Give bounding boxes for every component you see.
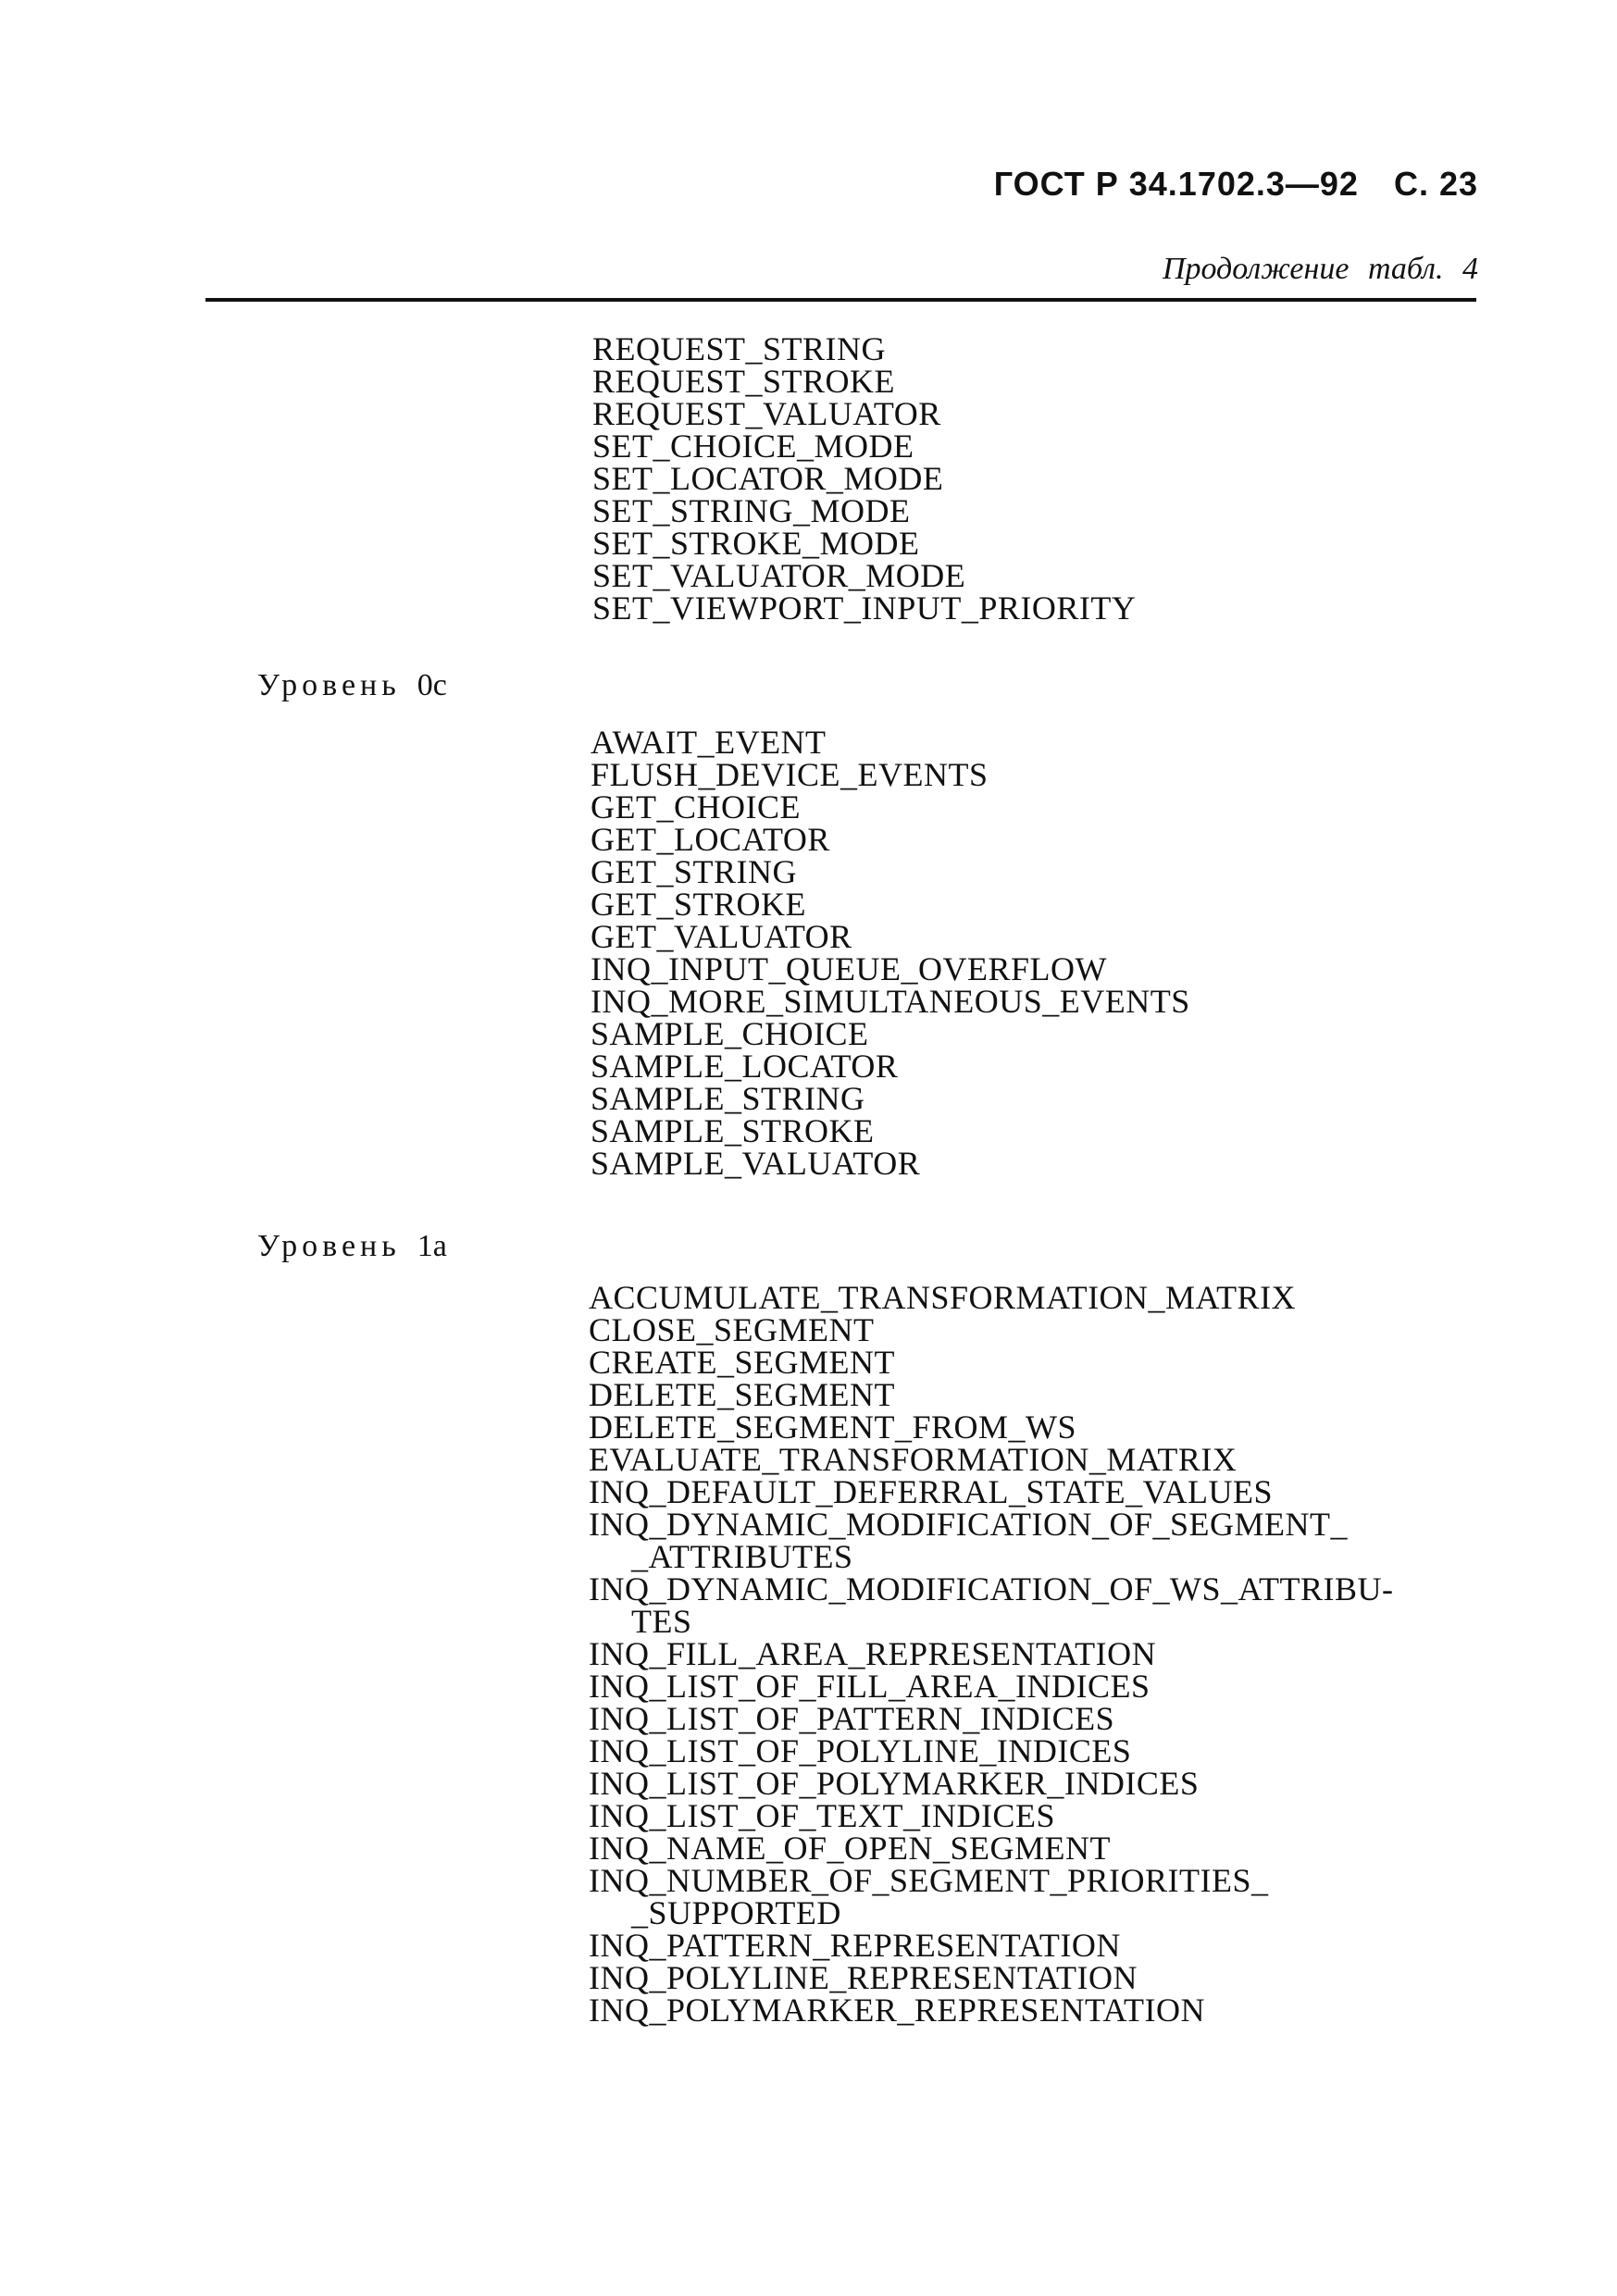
page-number: С. 23 [1393,165,1478,203]
list-item: INQ_POLYMARKER_REPRESENTATION [589,1992,1206,2029]
list-item: SET_VALUATOR_MODE [592,557,966,594]
list-item: INQ_LIST_OF_PATTERN_INDICES [589,1700,1115,1737]
list-item: GET_STROKE [591,886,806,923]
level-label: Уровень [257,668,401,702]
list-item: INQ_PATTERN_REPRESENTATION [589,1927,1121,1964]
list-item: INQ_LIST_OF_POLYMARKER_INDICES [589,1765,1200,1802]
list-item-continuation: _SUPPORTED [631,1894,841,1931]
list-item: GET_VALUATOR [591,918,852,955]
level-label: Уровень [257,1229,401,1263]
list-item: GET_LOCATOR [591,821,830,858]
level-heading-1a [257,1229,447,1264]
page-header [994,165,1478,204]
list-item: SAMPLE_CHOICE [591,1015,869,1052]
header-rule [205,298,1476,302]
list-item: CREATE_SEGMENT [589,1344,895,1381]
level-code: 1a [417,1229,447,1263]
list-item: INQ_DEFAULT_DEFERRAL_STATE_VALUES [589,1473,1273,1510]
list-item-continuation: _ATTRIBUTES [631,1538,853,1575]
level-code: 0c [417,668,447,702]
list-item: GET_STRING [591,853,797,890]
list-item: SET_STRING_MODE [592,492,911,529]
list-item: DELETE_SEGMENT_FROM_WS [589,1409,1076,1446]
table-continuation-caption: Продолжение табл. 4 [1162,252,1478,286]
list-item: SET_VIEWPORT_INPUT_PRIORITY [592,590,1137,627]
list-item: AWAIT_EVENT [591,724,827,761]
function-list-continued [592,330,1137,627]
standard-number: ГОСТ Р 34.1702.3—92 [993,165,1359,203]
list-item: INQ_DYNAMIC_MODIFICATION_OF_WS_ATTRIBU- [589,1570,1394,1607]
list-item: INQ_INPUT_QUEUE_OVERFLOW [591,950,1107,987]
list-item: EVALUATE_TRANSFORMATION_MATRIX [589,1441,1238,1478]
function-list-level-0c [591,726,1190,1180]
list-item: INQ_FILL_AREA_REPRESENTATION [589,1635,1157,1672]
list-item: INQ_LIST_OF_POLYLINE_INDICES [589,1732,1132,1769]
list-item: SAMPLE_LOCATOR [591,1048,899,1085]
list-item: SAMPLE_STRING [591,1080,865,1117]
list-item: INQ_LIST_OF_TEXT_INDICES [589,1797,1055,1834]
list-item: INQ_NAME_OF_OPEN_SEGMENT [589,1830,1112,1867]
level-heading-0c [257,668,447,703]
list-item: INQ_NUMBER_OF_SEGMENT_PRIORITIES_ [589,1862,1269,1899]
list-item: INQ_POLYLINE_REPRESENTATION [589,1959,1138,1996]
list-item: SAMPLE_STROKE [591,1112,875,1149]
list-item: DELETE_SEGMENT [589,1376,895,1413]
list-item: SET_LOCATOR_MODE [592,460,944,497]
list-item-continuation: TES [631,1603,692,1640]
list-item: INQ_DYNAMIC_MODIFICATION_OF_SEGMENT_ [589,1506,1349,1543]
list-item: ACCUMULATE_TRANSFORMATION_MATRIX [589,1279,1297,1316]
list-item: CLOSE_SEGMENT [589,1311,875,1348]
list-item: INQ_LIST_OF_FILL_AREA_INDICES [589,1668,1151,1705]
list-item: SET_CHOICE_MODE [592,428,914,465]
list-item: REQUEST_STRING [592,330,887,367]
list-item: FLUSH_DEVICE_EVENTS [591,756,989,793]
list-item: INQ_MORE_SIMULTANEOUS_EVENTS [591,983,1190,1020]
function-list-level-1a [589,1279,1394,2029]
list-item: SAMPLE_VALUATOR [591,1145,921,1182]
list-item: GET_CHOICE [591,788,801,825]
list-item: REQUEST_VALUATOR [592,395,941,432]
list-item: REQUEST_STROKE [592,363,896,400]
list-item: SET_STROKE_MODE [592,525,920,562]
